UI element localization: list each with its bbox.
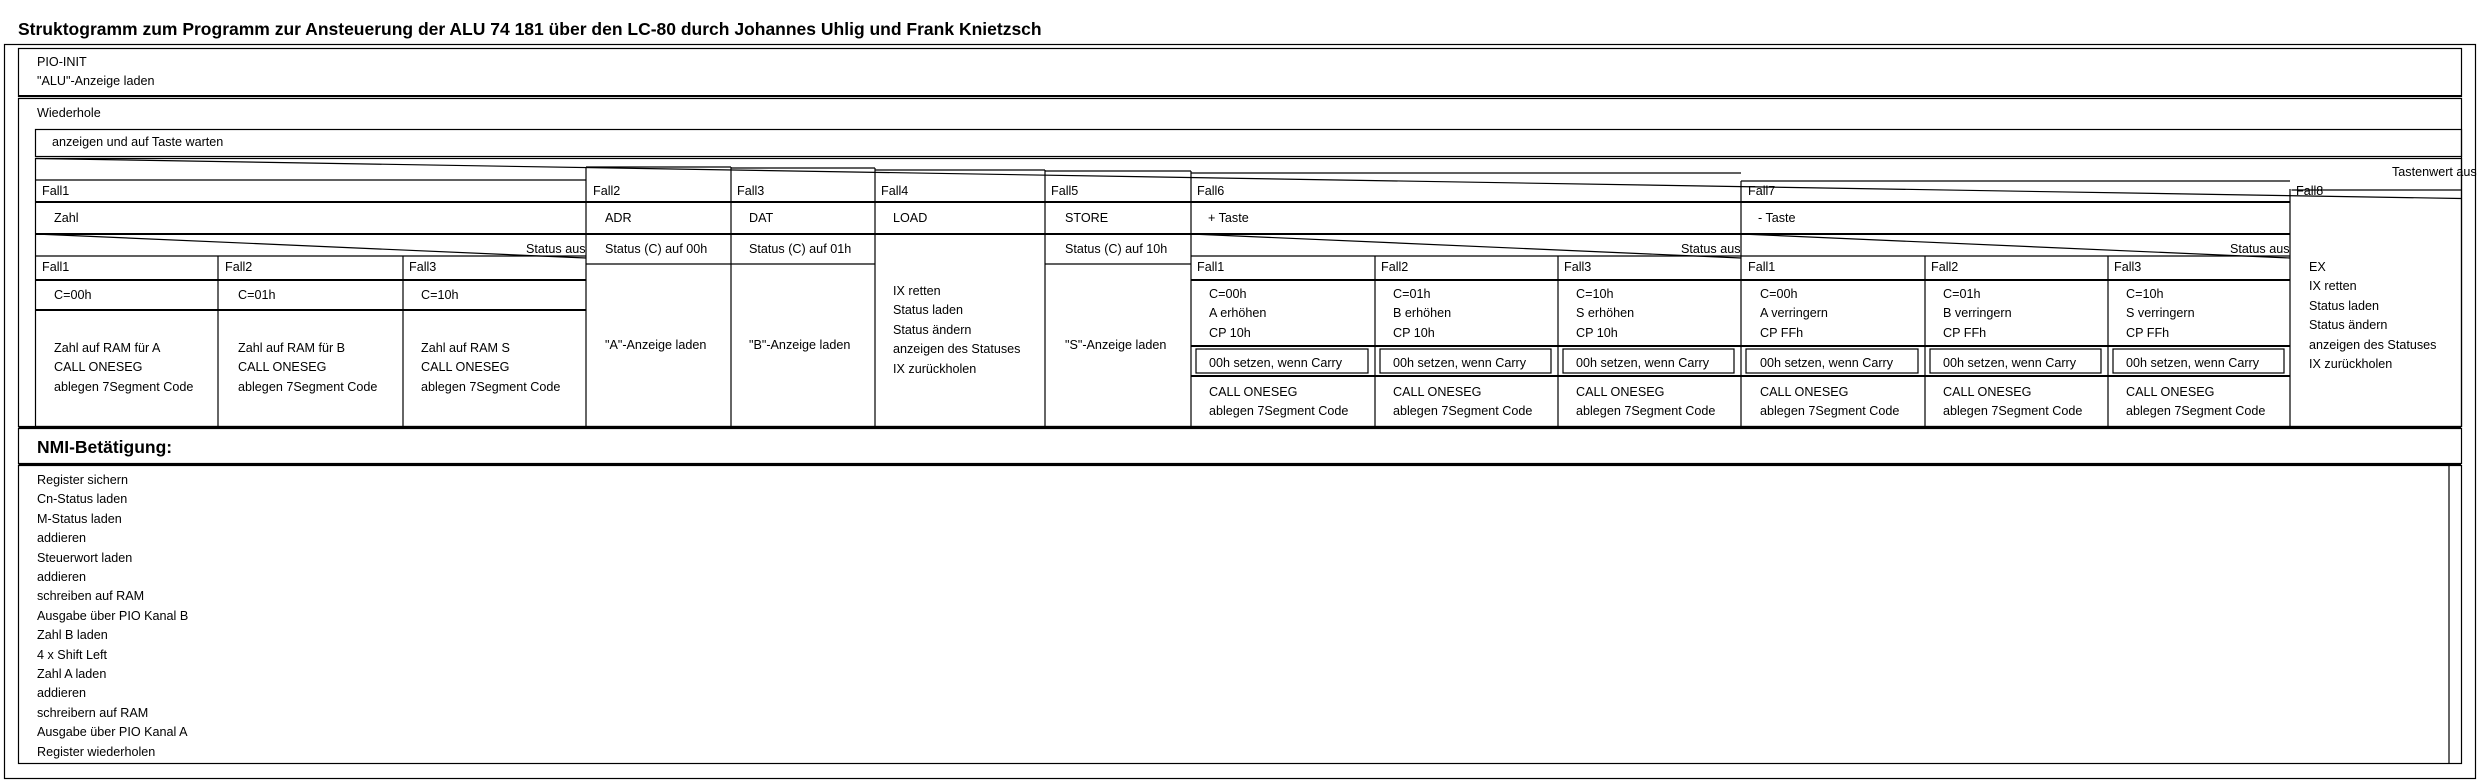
diagram-title: Struktogramm zum Programm zur Ansteuerung der ALU 74 181 über den LC-80 durch Johannes Uhlig und Frank Knietzsch bbox=[18, 19, 1042, 39]
loop-label: Wiederhole bbox=[37, 106, 101, 120]
nested-case-selector: Status aus bbox=[1681, 242, 1741, 256]
case-value: C=01h bbox=[238, 288, 276, 302]
status-step: Status (C) auf 01h bbox=[749, 242, 852, 256]
case-action: CALL ONESEG ablegen 7Segment Code bbox=[1209, 385, 1349, 419]
case-action: EX IX retten Status laden Status ändern anzeigen des Statuses IX zurückholen bbox=[2309, 260, 2437, 372]
case-action: IX retten Status laden Status ändern anzeigen des Statuses IX zurückholen bbox=[893, 284, 1021, 376]
status-step: Status (C) auf 00h bbox=[605, 242, 708, 256]
carry-step: 00h setzen, wenn Carry bbox=[1209, 356, 1343, 370]
branch-header: LOAD bbox=[893, 211, 928, 225]
case-label: Fall3 bbox=[737, 184, 765, 198]
status-step: Status (C) auf 10h bbox=[1065, 242, 1168, 256]
branch-header: DAT bbox=[749, 211, 774, 225]
case-action: Zahl auf RAM für B CALL ONESEG ablegen 7Segment Code bbox=[238, 341, 378, 394]
nmi-step: M-Status laden bbox=[37, 511, 122, 526]
carry-step: 00h setzen, wenn Carry bbox=[1393, 356, 1527, 370]
nested-case-selector: Status aus bbox=[526, 242, 586, 256]
nmi-step: Ausgabe über PIO Kanal A bbox=[37, 725, 188, 740]
case-label: Fall3 bbox=[409, 260, 437, 274]
case-action: "S"-Anzeige laden bbox=[1065, 338, 1167, 352]
branch-header: - Taste bbox=[1758, 211, 1796, 225]
nmi-step: Zahl B laden bbox=[37, 628, 108, 643]
case-action: CALL ONESEG ablegen 7Segment Code bbox=[1393, 385, 1533, 419]
branch-header: STORE bbox=[1065, 211, 1109, 225]
branch-header: Zahl bbox=[54, 211, 79, 225]
case-value: C=00h A verringern CP FFh bbox=[1760, 287, 1828, 340]
case-label: Fall3 bbox=[1564, 260, 1592, 274]
case-label: Fall3 bbox=[2114, 260, 2142, 274]
case-value: C=10h S verringern CP FFh bbox=[2126, 287, 2195, 340]
nmi-step: schreibern auf RAM bbox=[37, 705, 149, 720]
case-action: Zahl auf RAM S CALL ONESEG ablegen 7Segment Code bbox=[421, 341, 561, 394]
case-label: Fall7 bbox=[1748, 184, 1776, 198]
top-case-selector: Tastenwert aus bbox=[2392, 165, 2477, 179]
case-value: C=00h bbox=[54, 288, 92, 302]
case-action: "B"-Anzeige laden bbox=[749, 338, 851, 352]
case-label: Fall2 bbox=[225, 260, 253, 274]
carry-step: 00h setzen, wenn Carry bbox=[1576, 356, 1710, 370]
nmi-step: Cn-Status laden bbox=[37, 492, 128, 507]
branch-header: ADR bbox=[605, 211, 632, 225]
wait-step: anzeigen und auf Taste warten bbox=[52, 135, 224, 149]
nmi-step: Steuerwort laden bbox=[37, 550, 133, 565]
case-action: "A"-Anzeige laden bbox=[605, 338, 707, 352]
case-label: Fall1 bbox=[42, 184, 70, 198]
case-label: Fall6 bbox=[1197, 184, 1225, 198]
nested-case-selector: Status aus bbox=[2230, 242, 2290, 256]
carry-step: 00h setzen, wenn Carry bbox=[1943, 356, 2077, 370]
case-label: Fall2 bbox=[593, 184, 621, 198]
case-value: C=10h bbox=[421, 288, 459, 302]
case-action: CALL ONESEG ablegen 7Segment Code bbox=[1576, 385, 1716, 419]
carry-step: 00h setzen, wenn Carry bbox=[1760, 356, 1894, 370]
case-label: Fall8 bbox=[2296, 184, 2324, 198]
nmi-step: Zahl A laden bbox=[37, 667, 107, 682]
nmi-step: 4 x Shift Left bbox=[37, 647, 108, 662]
case-value: C=10h S erhöhen CP 10h bbox=[1576, 287, 1635, 340]
case-action: CALL ONESEG ablegen 7Segment Code bbox=[1943, 385, 2083, 419]
nmi-step: Register sichern bbox=[37, 473, 128, 487]
case-value: C=01h B erhöhen CP 10h bbox=[1393, 287, 1452, 340]
nmi-step: schreiben auf RAM bbox=[37, 589, 145, 604]
case-value: C=00h A erhöhen CP 10h bbox=[1209, 287, 1267, 340]
case-label: Fall1 bbox=[42, 260, 70, 274]
case-label: Fall5 bbox=[1051, 184, 1079, 198]
case-action: CALL ONESEG ablegen 7Segment Code bbox=[1760, 385, 1900, 419]
nmi-step: Register wiederholen bbox=[37, 744, 156, 759]
case-label: Fall2 bbox=[1381, 260, 1409, 274]
nmi-heading: NMI-Betätigung: bbox=[37, 437, 173, 457]
init-step: "ALU"-Anzeige laden bbox=[37, 74, 155, 88]
case-action: Zahl auf RAM für A CALL ONESEG ablegen 7Segment Code bbox=[54, 341, 194, 394]
nmi-step: Ausgabe über PIO Kanal B bbox=[37, 608, 189, 623]
case-label: Fall1 bbox=[1197, 260, 1225, 274]
branch-header: + Taste bbox=[1208, 211, 1249, 225]
nmi-step: addieren bbox=[37, 531, 87, 546]
nmi-step: addieren bbox=[37, 686, 87, 701]
case-label: Fall2 bbox=[1931, 260, 1959, 274]
case-label: Fall4 bbox=[881, 184, 909, 198]
case-label: Fall1 bbox=[1748, 260, 1776, 274]
case-value: C=01h B verringern CP FFh bbox=[1943, 287, 2012, 340]
nmi-step: addieren bbox=[37, 570, 87, 585]
init-step: PIO-INIT bbox=[37, 55, 87, 69]
case-action: CALL ONESEG ablegen 7Segment Code bbox=[2126, 385, 2266, 419]
nmi-step-list bbox=[37, 471, 188, 762]
carry-step: 00h setzen, wenn Carry bbox=[2126, 356, 2260, 370]
